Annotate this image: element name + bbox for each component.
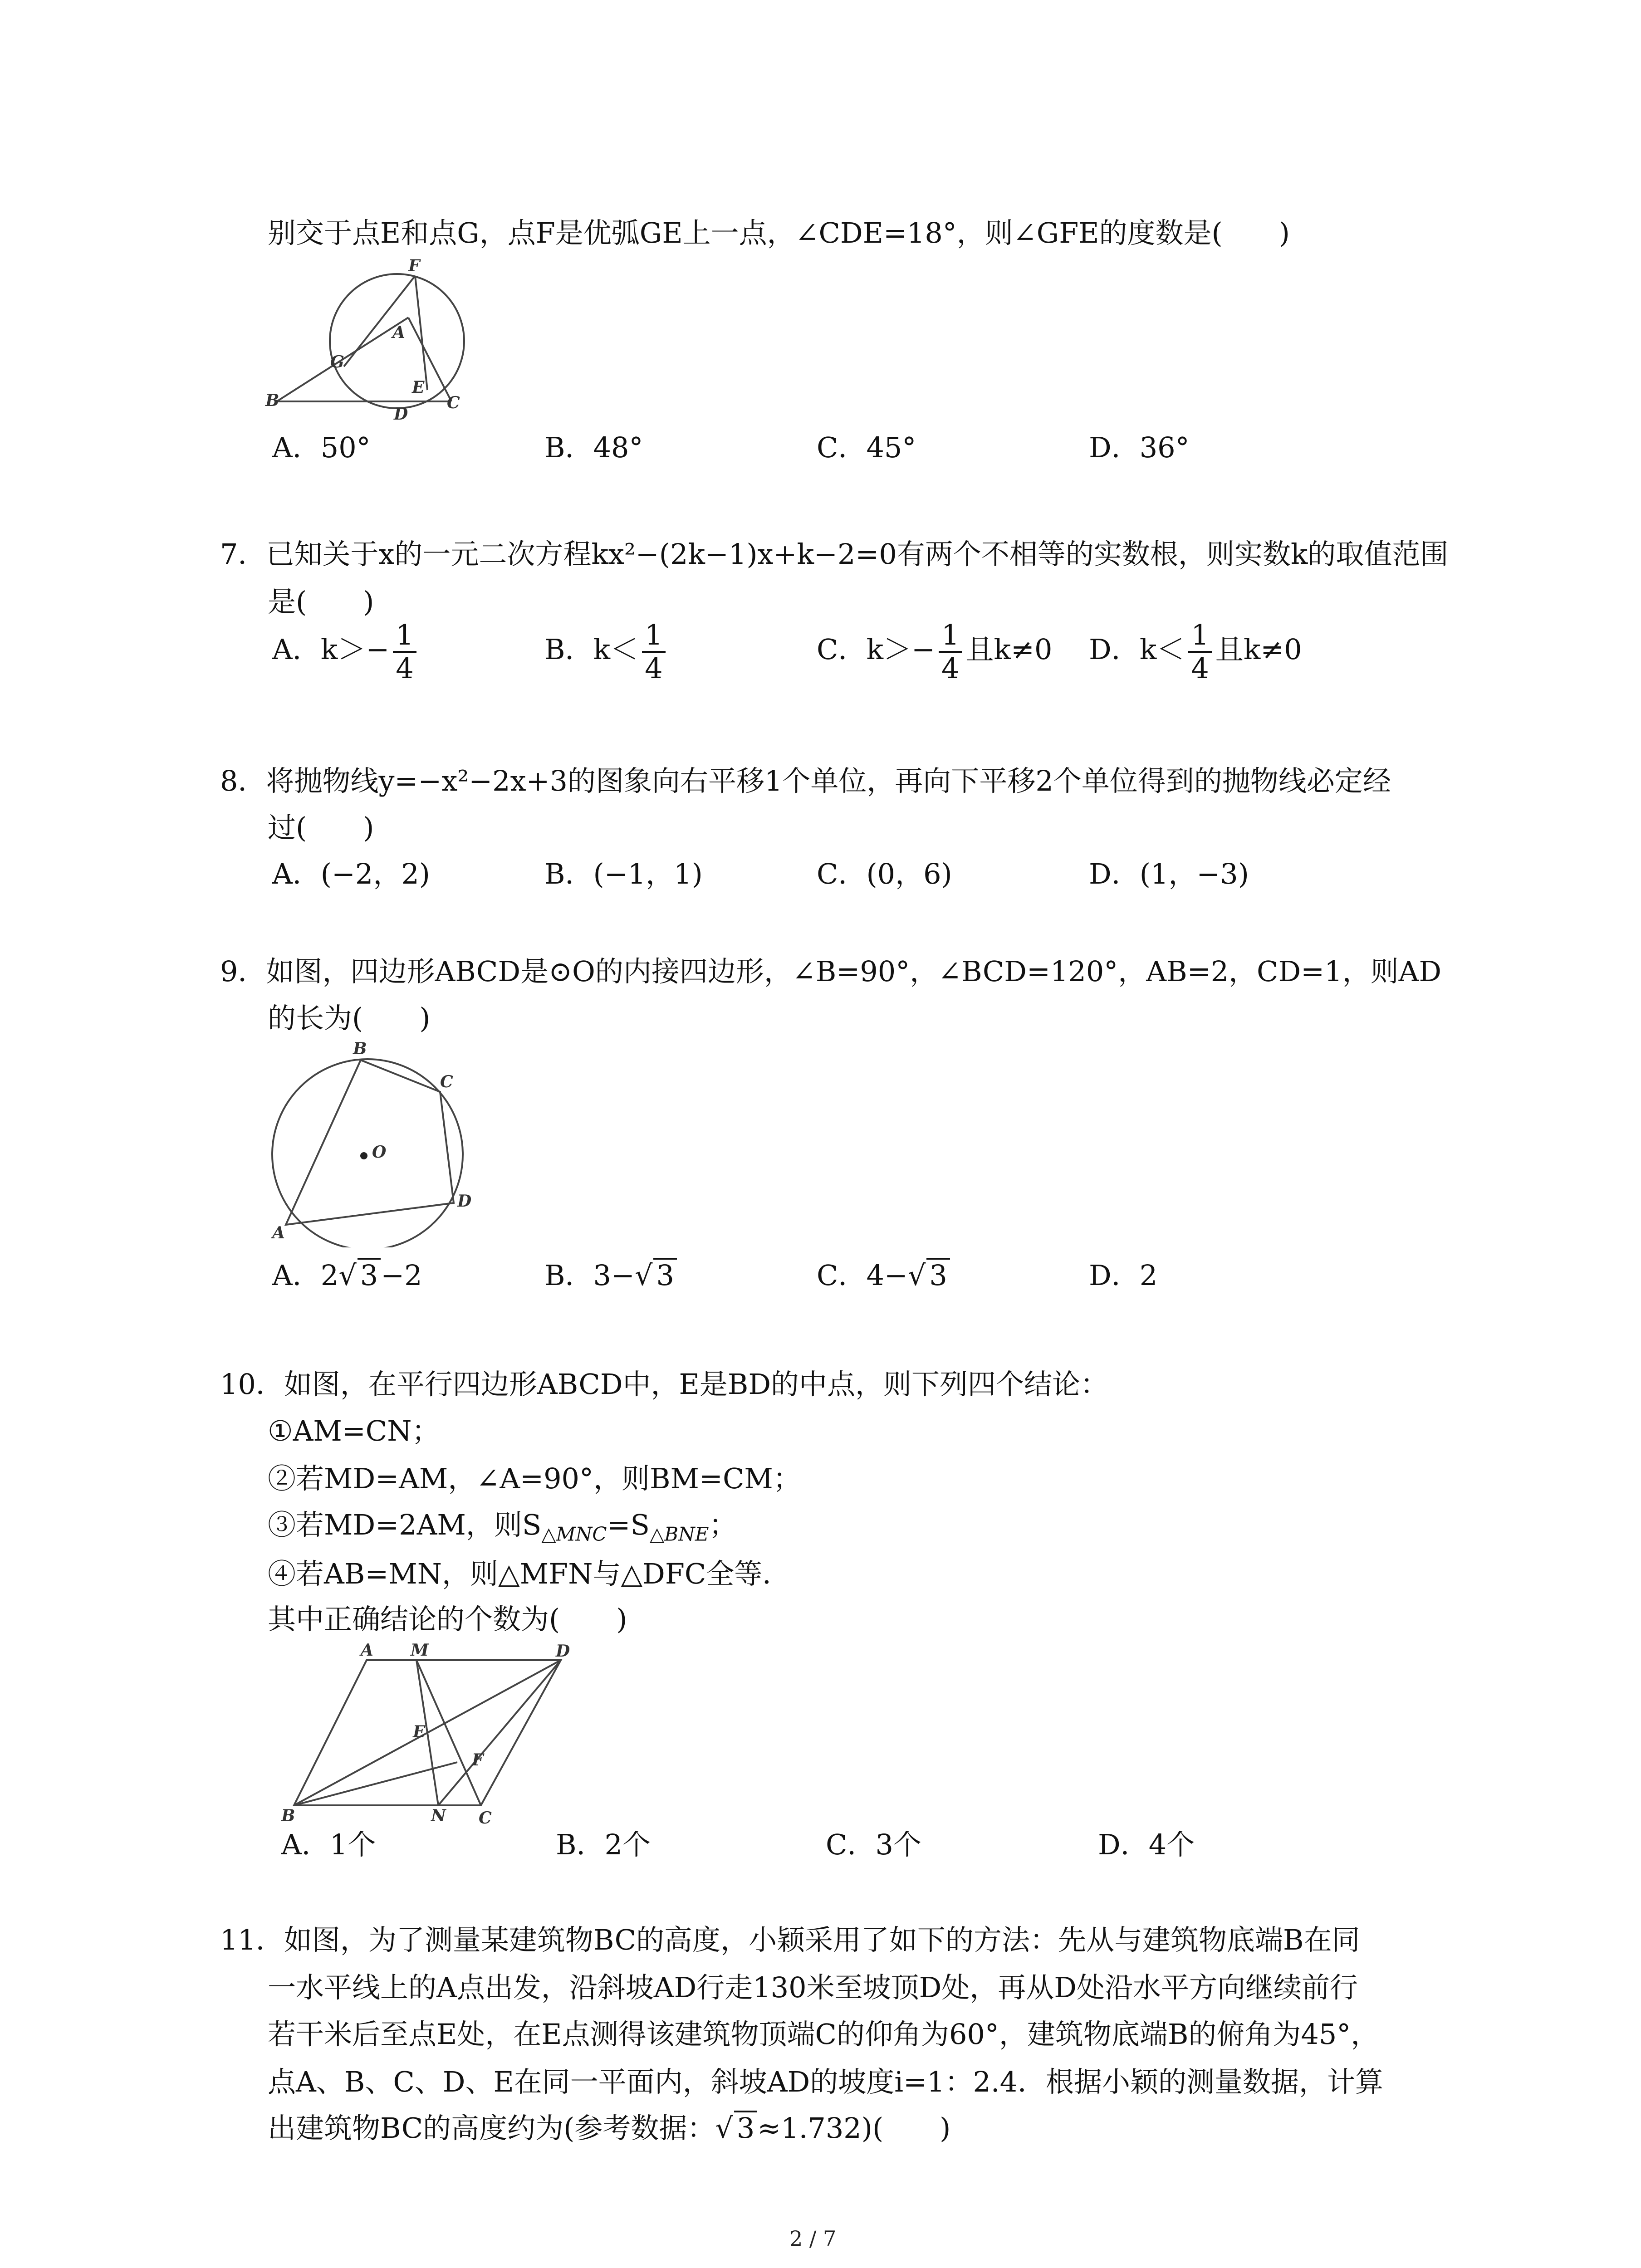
q8-text-line2: 过( ) bbox=[268, 811, 374, 844]
q10-figure bbox=[272, 1637, 590, 1828]
q9-option-d[interactable]: D．2 bbox=[1089, 1259, 1158, 1292]
fig10-label-N: N bbox=[431, 1806, 446, 1825]
q6-option-c[interactable]: C．45° bbox=[817, 431, 916, 464]
fig10-label-M: M bbox=[411, 1641, 429, 1660]
q9-option-b[interactable]: B．3−√ 3 bbox=[544, 1256, 677, 1295]
q9-option-c[interactable]: C．4−√ 3 bbox=[817, 1256, 950, 1295]
q11-text-line4: 点A、B、C、D、E在同一平面内，斜坡AD的坡度i=1：2.4．根据小颖的测量数据，计算 bbox=[268, 2065, 1384, 2098]
q11-text-line2: 一水平线上的A点出发，沿斜坡AD行走130米至坡顶D处，再从D处沿水平方向继续前行 bbox=[268, 1971, 1358, 2004]
q9-text-line1: 9．如图，四边形ABCD是⊙O的内接四边形，∠B=90°，∠BCD=120°，AB=2，CD=1，则AD bbox=[220, 955, 1442, 988]
q8-text-line1: 8．将抛物线y=−x²−2x+3的图象向右平移1个单位，再向下平移2个单位得到的抛物线必定经 bbox=[220, 764, 1391, 797]
q7-option-a[interactable] bbox=[272, 619, 420, 684]
page-number: 2 / 7 bbox=[789, 2226, 837, 2251]
fig9-label-B: B bbox=[353, 1039, 367, 1058]
q11-text-line5: 出建筑物BC的高度约为(参考数据：√ 3≈1.732)( ) bbox=[268, 2112, 951, 2145]
q7-option-d-suffix: 且k≠0 bbox=[1215, 633, 1302, 666]
fig6-label-C: C bbox=[447, 393, 460, 412]
q8-option-d[interactable]: D．(1，−3) bbox=[1089, 857, 1249, 890]
sqrt-icon: √ bbox=[907, 1259, 926, 1292]
fig9-label-A: A bbox=[272, 1223, 285, 1242]
fig6-label-E: E bbox=[412, 378, 425, 397]
q8-option-a[interactable]: A．(−2，2) bbox=[272, 857, 430, 890]
fig10-label-A: A bbox=[361, 1641, 373, 1660]
q10-claim-1: ①AM=CN； bbox=[268, 1414, 440, 1447]
q7-text-line2: 是( ) bbox=[268, 585, 374, 618]
fig9-label-O: O bbox=[372, 1143, 387, 1162]
fig9-label-C: C bbox=[440, 1072, 453, 1091]
q11-text-line3: 若干米后至点E处，在E点测得该建筑物顶端C的仰角为60°，建筑物底端B的俯角为45°， bbox=[268, 2018, 1379, 2051]
q9-text-line2: 的长为( ) bbox=[268, 1002, 431, 1035]
fig10-label-C: C bbox=[479, 1809, 492, 1828]
fig9-label-D: D bbox=[457, 1192, 472, 1211]
q10-claim-3: ③若MD=2AM，则$S_{\triangle MNC}=S_{\triangle BNE}$； bbox=[268, 1508, 737, 1545]
q10-option-c[interactable]: C．3个 bbox=[826, 1828, 921, 1861]
q7-option-b-text: B．k＜ bbox=[544, 633, 639, 666]
q7-option-b[interactable] bbox=[544, 619, 669, 684]
q7-option-c-suffix: 且k≠0 bbox=[965, 633, 1053, 666]
q10-text-line1: 10．如图，在平行四边形ABCD中，E是BD的中点，则下列四个结论： bbox=[220, 1368, 1109, 1401]
q7-text-line1: 7．已知关于x的一元二次方程kx²−(2k−1)x+k−2=0有两个不相等的实数根，则实数k的取值范围 bbox=[220, 538, 1449, 571]
fig6-label-G: G bbox=[330, 352, 344, 371]
fraction: $\frac{1}{4}$ bbox=[939, 619, 962, 684]
fraction: $\frac{1}{4}$ bbox=[393, 619, 416, 684]
q9-option-a[interactable]: A．2√ 3−2 bbox=[272, 1259, 422, 1292]
q7-option-d-text: D．k＜ bbox=[1089, 633, 1185, 666]
q10-question: 其中正确结论的个数为( ) bbox=[268, 1603, 627, 1636]
q10-claim-4: ④若AB=MN，则△MFN与△DFC全等． bbox=[268, 1557, 791, 1590]
fig6-label-A: A bbox=[392, 323, 405, 342]
q9-figure bbox=[259, 1039, 476, 1247]
q6-text: 别交于点E和点G，点F是优弧GE上一点，∠CDE=18°，则∠GFE的度数是( ) bbox=[268, 216, 1290, 249]
fig6-label-B: B bbox=[265, 391, 279, 410]
sqrt-icon: √ bbox=[634, 1259, 653, 1292]
q6-option-b[interactable]: B．48° bbox=[544, 431, 643, 464]
fig6-label-F: F bbox=[408, 256, 420, 275]
q6-option-a[interactable]: A．50° bbox=[272, 431, 371, 464]
fig10-label-B: B bbox=[281, 1806, 295, 1825]
q11-text-line1: 11．如图，为了测量某建筑物BC的高度，小颖采用了如下的方法：先从与建筑物底端B在同 bbox=[220, 1923, 1360, 1956]
q7-option-d[interactable] bbox=[1089, 619, 1302, 684]
q8-option-c[interactable]: C．(0，6) bbox=[817, 857, 952, 890]
fraction: $\frac{1}{4}$ bbox=[642, 619, 665, 684]
q10-option-d[interactable]: D．4个 bbox=[1098, 1828, 1195, 1861]
sqrt-icon: √ bbox=[338, 1259, 357, 1292]
q7-option-c[interactable] bbox=[817, 619, 1052, 684]
q9-option-a-text: A．2 bbox=[272, 1259, 339, 1292]
fraction: $\frac{1}{4}$ bbox=[1188, 619, 1211, 684]
fig6-label-D: D bbox=[394, 405, 408, 422]
q9-option-b-text: B．3− bbox=[544, 1259, 635, 1292]
q6-option-d[interactable]: D．36° bbox=[1089, 431, 1190, 464]
q10-option-b[interactable]: B．2个 bbox=[556, 1828, 651, 1861]
fig10-label-D: D bbox=[556, 1642, 570, 1661]
q9-option-c-text: C．4− bbox=[817, 1259, 908, 1292]
q8-option-b[interactable]: B．(−1，1) bbox=[544, 857, 703, 890]
q10-option-a[interactable]: A．1个 bbox=[281, 1828, 376, 1861]
q10-claim-2: ②若MD=AM，∠A=90°，则BM=CM； bbox=[268, 1462, 801, 1495]
sqrt-icon: √ bbox=[715, 2112, 733, 2145]
q6-figure bbox=[263, 254, 481, 422]
fig10-label-E: E bbox=[413, 1722, 426, 1741]
q7-option-a-text: A．k＞− bbox=[272, 633, 390, 666]
q9-option-a-tail: −2 bbox=[381, 1259, 422, 1292]
fig10-label-F: F bbox=[472, 1750, 484, 1769]
q7-option-c-text: C．k＞− bbox=[817, 633, 935, 666]
